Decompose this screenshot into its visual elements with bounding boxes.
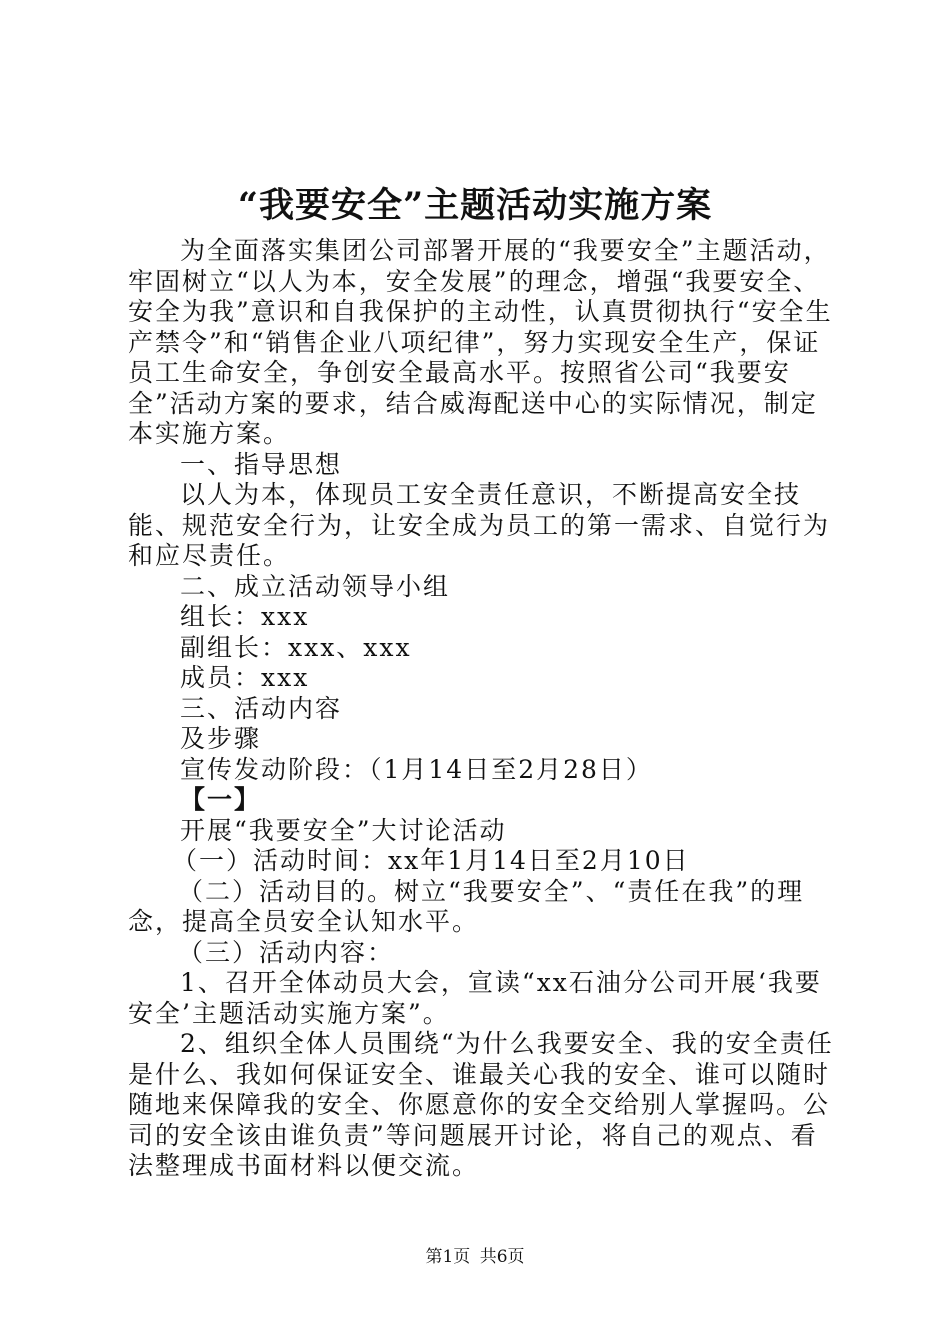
- section-heading-leadership-group: 二、成立活动领导小组: [180, 571, 451, 601]
- activity-purpose-paragraph: （二）活动目的。树立“我要安全”、“责任在我”的理念，提高全员安全认知水平。: [128, 876, 805, 936]
- page-footer: [0, 1246, 950, 1268]
- bracket-heading: 【一】: [180, 785, 262, 814]
- activity-title-line: 开展“我要安全”大讨论活动: [180, 815, 507, 845]
- section-heading-steps: 及步骤: [180, 724, 262, 753]
- intro-paragraph: 为全面落实集团公司部署开展的“我要安全”主题活动，牢固树立“以人为本，安全发展”的理念，增强“我要安全、安全为我”意识和自我保护的主动性，认真贯彻执行“安全生产禁令”和“销售企业八项纪律”，努力实现安全生产，保证员工生命安全，争创安全最高水平。按照省公司“我要安全”活动方案的要求，结合威海配送中心的实际情况，制定本实施方案。: [128, 236, 833, 448]
- deputy-leader-line: 副组长：xxx、xxx: [180, 632, 412, 662]
- members-line: 成员：xxx: [180, 663, 310, 692]
- section-heading-guiding-ideology: 一、指导思想: [180, 449, 343, 479]
- activity-time-line: （一）活动时间：xx年1月14日至2月10日: [172, 846, 690, 875]
- document-body: [128, 236, 838, 1182]
- document-title: “我要安全”主题活动实施方案: [237, 185, 713, 226]
- stage-line: 宣传发动阶段：（1月14日至2月28日）: [180, 754, 653, 784]
- page-number: 第1页: [425, 1247, 471, 1267]
- section-heading-activity-content: 三、活动内容: [180, 693, 343, 723]
- activity-content-heading: （三）活动内容：: [178, 937, 395, 967]
- list-item-1: 1、召开全体动员大会，宣读“xx石油分公司开展‘我要安全’主题活动实施方案”。: [128, 968, 822, 1028]
- group-leader-line: 组长：xxx: [180, 602, 310, 631]
- guiding-ideology-paragraph: 以人为本，体现员工安全责任意识，不断提高安全技能、规范安全行为，让安全成为员工的第一需求、自觉行为和应尽责任。: [128, 480, 831, 570]
- list-item-2: 2、组织全体人员围绕“为什么我要安全、我的安全责任是什么、我如何保证安全、谁最关心我的安全、谁可以随时随地来保障我的安全、你愿意你的安全交给别人掌握吗。公司的安全该由谁负责”等问题展开讨论，将自己的观点、看法整理成书面材料以便交流。: [128, 1029, 834, 1180]
- page-total: 共6页: [479, 1247, 525, 1267]
